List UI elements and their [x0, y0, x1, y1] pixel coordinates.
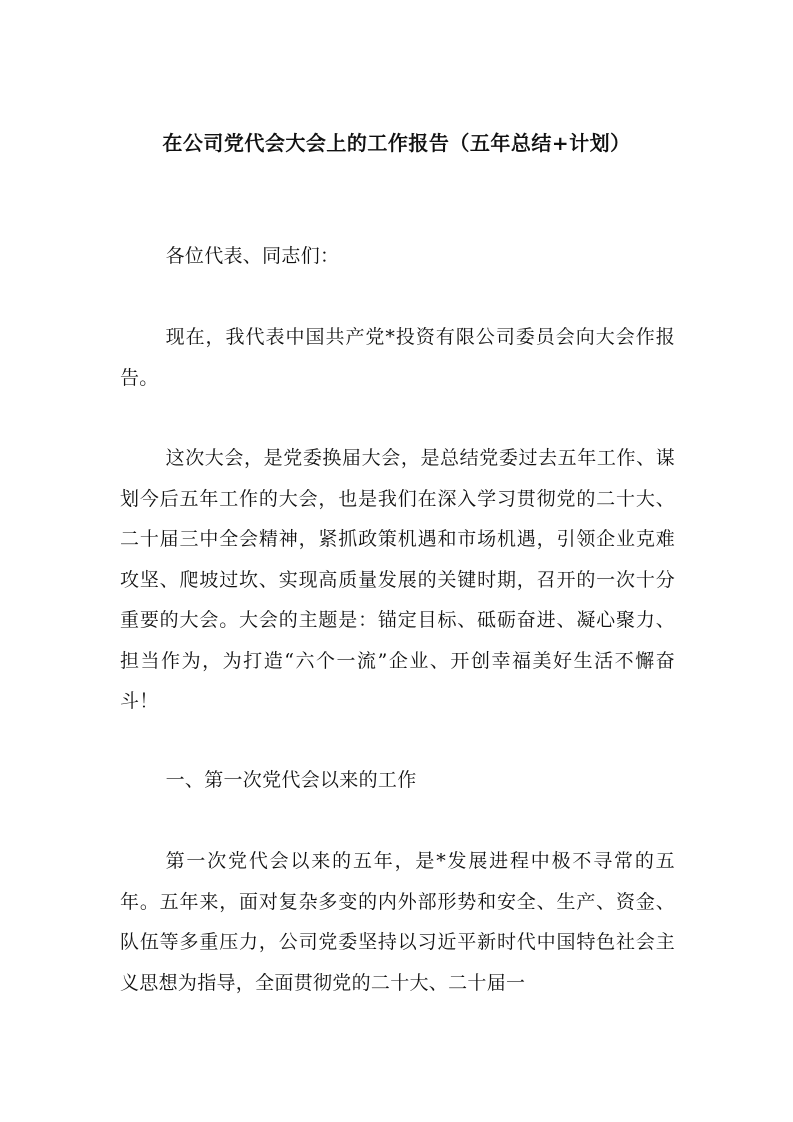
section-1-body-paragraph: 第一次党代会以来的五年，是*发展进程中极不寻常的五年。五年来，面对复杂多变的内外部形势和安全、生产、资金、队伍等多重压力，公司党委坚持以习近平新时代中国特色社会主义思想为指导，全面贯彻党的二十大、二十届一	[120, 850, 675, 994]
section-heading-1: 一、第一次党代会以来的工作	[165, 769, 417, 791]
document-title: 在公司党代会大会上的工作报告（五年总结+计划）	[162, 131, 631, 155]
meeting-paragraph: 这次大会，是党委换届大会，是总结党委过去五年工作、谋划今后五年工作的大会，也是我们在深入学习贯彻党的二十大、二十届三中全会精神，紧抓政策机遇和市场机遇，引领企业克难攻坚、爬坡过坎、实现高质量发展的关键时期，召开的一次十分重要的大会。大会的主题是：锚定目标、砥砺奋进、凝心聚力、担当作为，为打造“六个一流”企业、开创幸福美好生活不懈奋斗！	[120, 447, 675, 712]
intro-paragraph: 现在，我代表中国共产党*投资有限公司委员会向大会作报告。	[120, 326, 675, 389]
greeting-paragraph: 各位代表、同志们：	[165, 245, 340, 267]
